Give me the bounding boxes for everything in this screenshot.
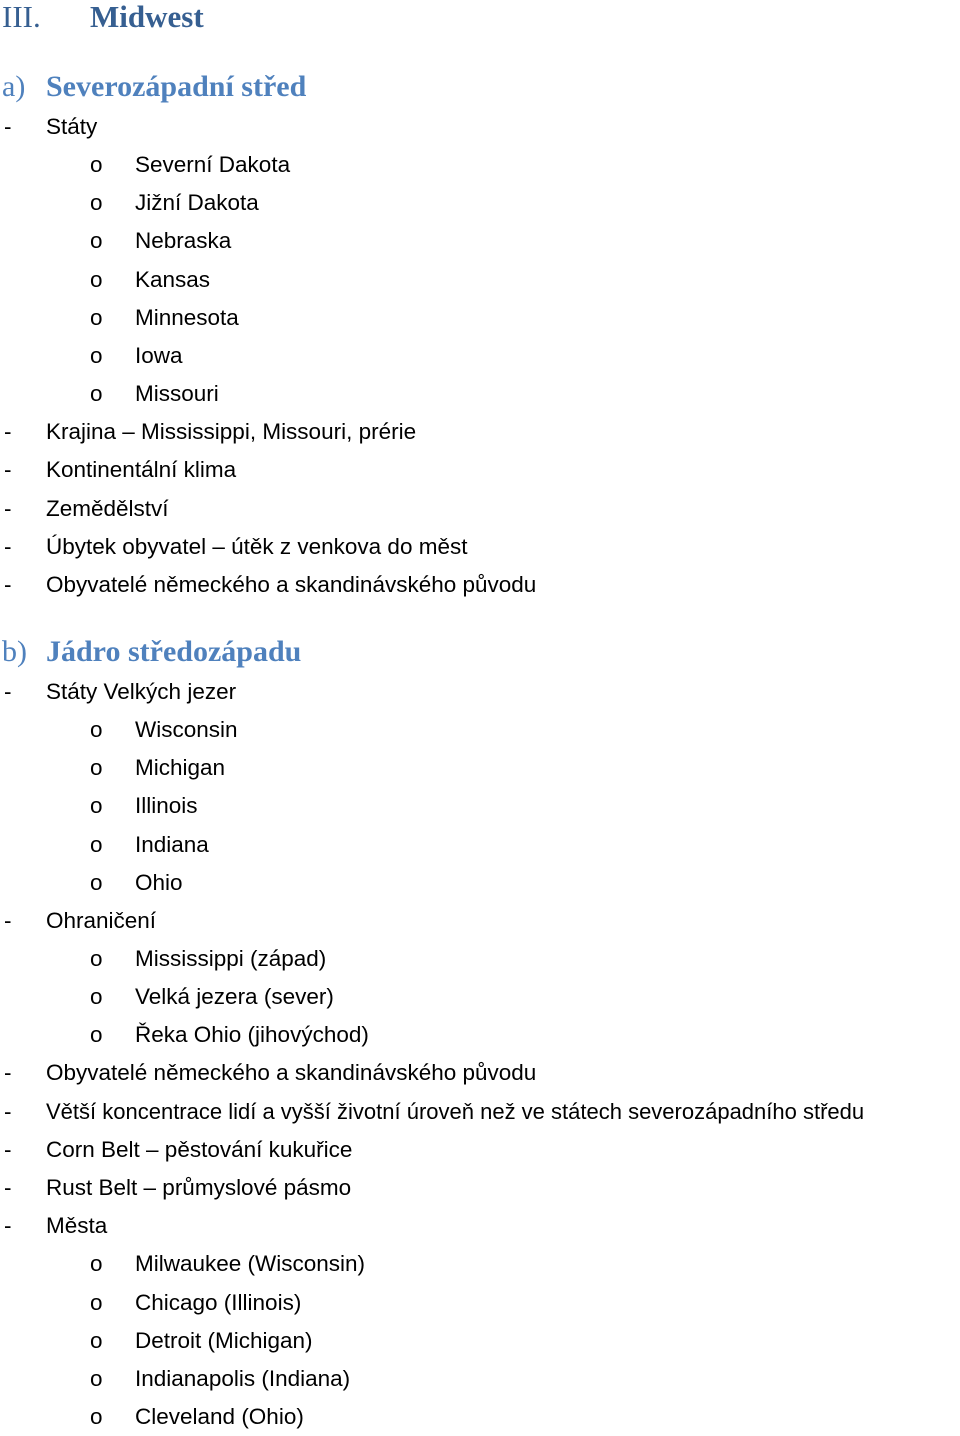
dash-marker: - (4, 572, 12, 597)
list-item-text: Detroit (Michigan) (135, 1328, 313, 1353)
section-heading-a (2, 66, 306, 108)
list-item-text: Iowa (135, 343, 183, 368)
circle-marker: o (90, 984, 103, 1009)
circle-marker: o (90, 1022, 103, 1047)
dash-marker: - (4, 457, 12, 482)
list-item-text: Severní Dakota (135, 152, 291, 177)
list-item-text: Jižní Dakota (135, 190, 259, 215)
dash-marker: - (4, 114, 12, 139)
section-title: Severozápadní střed (46, 70, 307, 103)
circle-marker: o (90, 793, 103, 818)
list-item-text: Ohio (135, 870, 183, 895)
list-item-text: Wisconsin (135, 717, 238, 742)
list-item-text: Kansas (135, 267, 211, 292)
list-item-text: Obyvatelé německého a skandinávského původu (46, 1060, 537, 1085)
circle-marker: o (90, 228, 103, 253)
list-item-text: Chicago (Illinois) (135, 1290, 302, 1315)
list-item-text: Corn Belt – pěstování kukuřice (46, 1137, 353, 1162)
dash-marker: - (4, 1213, 12, 1238)
list-item-text: Mississippi (západ) (135, 946, 327, 971)
dash-marker: - (4, 1175, 12, 1200)
list-item-text: Státy (46, 114, 98, 139)
list-item-text: Úbytek obyvatel – útěk z venkova do měst (46, 534, 468, 559)
chapter-heading (2, 0, 204, 40)
circle-marker: o (90, 1366, 103, 1391)
dash-marker: - (4, 496, 12, 521)
list-item-text: Ohraničení (46, 908, 157, 933)
dash-marker: - (4, 1060, 12, 1085)
section-letter: a) (2, 70, 26, 103)
circle-marker: o (90, 1290, 103, 1315)
list-item-text: Missouri (135, 381, 219, 406)
dash-marker: - (4, 1137, 12, 1162)
list-item-text: Krajina – Mississippi, Missouri, prérie (46, 419, 417, 444)
circle-marker: o (90, 1404, 103, 1429)
list-item-text: Města (46, 1213, 108, 1238)
list-item-text: Cleveland (Ohio) (135, 1404, 304, 1429)
section-heading-b (2, 631, 301, 673)
list-item-text: Větší koncentrace lidí a vyšší životní úroveň než ve státech severozápadního středu (46, 1099, 865, 1124)
circle-marker: o (90, 946, 103, 971)
list-item-text: Státy Velkých jezer (46, 679, 237, 704)
list-item-text: Kontinentální klima (46, 457, 237, 482)
circle-marker: o (90, 832, 103, 857)
dash-marker: - (4, 534, 12, 559)
dash-marker: - (4, 419, 12, 444)
circle-marker: o (90, 1251, 103, 1276)
list-item-text: Zemědělství (46, 496, 169, 521)
list-item-text: Indiana (135, 832, 209, 857)
list-item-text: Indianapolis (Indiana) (135, 1366, 351, 1391)
list-item-text: Nebraska (135, 228, 232, 253)
circle-marker: o (90, 755, 103, 780)
list-item-text: Michigan (135, 755, 226, 780)
dash-marker: - (4, 908, 12, 933)
dash-marker: - (4, 1099, 12, 1124)
circle-marker: o (90, 152, 103, 177)
circle-marker: o (90, 190, 103, 215)
section-letter: b) (2, 635, 27, 668)
circle-marker: o (90, 870, 103, 895)
chapter-number: III. (2, 0, 41, 34)
circle-marker: o (90, 381, 103, 406)
circle-marker: o (90, 717, 103, 742)
circle-marker: o (90, 1328, 103, 1353)
list-item-text: Obyvatelé německého a skandinávského původu (46, 572, 537, 597)
list-item-text: Řeka Ohio (jihovýchod) (135, 1022, 369, 1047)
list-item-text: Illinois (135, 793, 198, 818)
dash-marker: - (4, 679, 12, 704)
chapter-title: Midwest (90, 0, 204, 34)
circle-marker: o (90, 305, 103, 330)
circle-marker: o (90, 267, 103, 292)
list-item-text: Velká jezera (sever) (135, 984, 334, 1009)
section-title: Jádro středozápadu (46, 635, 302, 668)
circle-marker: o (90, 343, 103, 368)
list-item-text: Milwaukee (Wisconsin) (135, 1251, 366, 1276)
list-item-text: Rust Belt – průmyslové pásmo (46, 1175, 352, 1200)
list-item-text: Minnesota (135, 305, 239, 330)
